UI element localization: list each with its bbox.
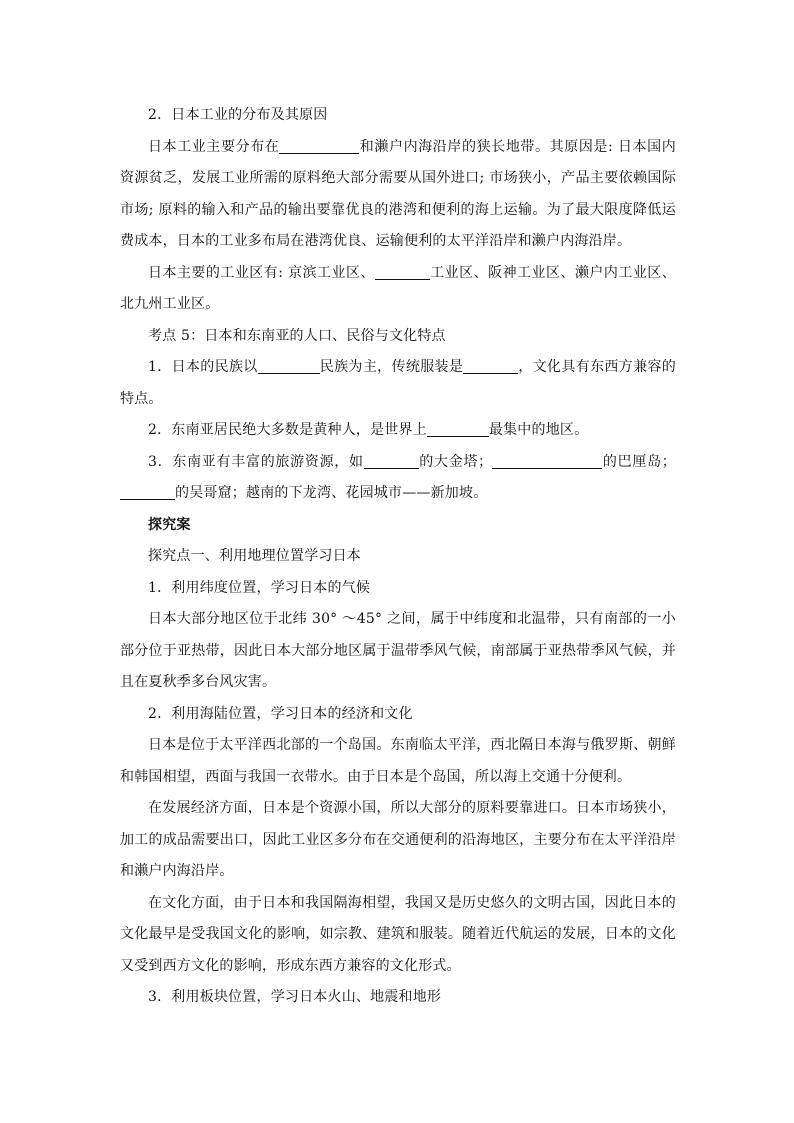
question-item-1 [120, 352, 676, 415]
section-heading-industry-distribution: 2．日本工业的分布及其原因 [148, 107, 328, 123]
text-segment: 3．东南亚有丰富的旅游资源，如 [148, 453, 364, 470]
fill-blank[interactable] [120, 483, 175, 500]
paragraph-climate: 日本大部分地区位于北纬 30° ～45° 之间，属于中纬度和北温带，只有南部的一小部分位于亚热带，因此日本大部分地区属于温带季风气候，南部属于亚热带季风气候，并且在夏秋季多台风灾害。 [120, 611, 676, 690]
text-segment: 的吴哥窟；越南的下龙湾、花园城市——新加坡。 [175, 485, 488, 501]
question-item-2 [120, 415, 676, 447]
text-segment: 和濑户内海沿岸的狭长地带。其原因是: 日本国内资源贫乏，发展工业所需的原料绝大部分需要从国外进口; 市场狭小，产品主要依赖国际市场; 原料的输入和产品的输出要靠优良的港湾和便利的海上运输。为了最大限度降低运费成本，日本的工业多布局在港湾优良、运输便利的太平洋沿岸和濑户内海沿岸。 [120, 138, 676, 249]
text-segment: 日本工业主要分布在 [148, 138, 280, 155]
text-segment: 工业区、阪神工业区、濑户内工业区、北九州工业区。 [120, 264, 676, 312]
fill-blank[interactable] [364, 452, 419, 469]
subsection-heading-latitude: 1．利用纬度位置，学习日本的气候 [148, 579, 371, 596]
subsection-heading-plate: 3．利用板块位置，学习日本火山、地震和地形 [148, 989, 442, 1005]
paragraph-island-nation: 日本是位于太平洋西北部的一个岛国。东南临太平洋，西北隔日本海与俄罗斯、朝鲜和韩国相望，西面与我国一衣带水。由于日本是个岛国，所以海上交通十分便利。 [120, 737, 676, 785]
text-segment: 日本主要的工业区有: 京滨工业区、 [148, 264, 375, 281]
fill-blank[interactable] [258, 357, 320, 374]
text-segment: 的巴厘岛； [602, 453, 677, 470]
text-segment: ，文化具有东西方兼容的特点。 [120, 359, 677, 407]
fill-blank[interactable] [427, 420, 489, 437]
text-segment: 的大金塔； [418, 453, 493, 470]
paragraph-industry-distribution [120, 132, 676, 258]
paragraph-economy: 在发展经济方面，日本是个资源小国，所以大部分的原料要靠进口。日本市场狭小，加工的成品需要出口，因此工业区多分布在交通便利的沿海地区，主要分布在太平洋沿岸和濑户内海沿岸。 [120, 800, 676, 879]
text-segment: 2．东南亚居民绝大多数是黄种人，是世界上 [148, 422, 427, 438]
fill-blank[interactable] [492, 452, 602, 469]
text-segment: 1．日本的民族以 [148, 359, 258, 375]
fill-blank[interactable] [463, 357, 518, 374]
text-segment: 最集中的地区。 [488, 422, 589, 438]
fill-blank[interactable] [279, 137, 359, 154]
paragraph-culture: 在文化方面，由于日本和我国隔海相望，我国又是历史悠久的文明古国，因此日本的文化最早是受我国文化的影响，如宗教、建筑和服装。随着近代航运的发展，日本的文化又受到西方文化的影响，形成东西方兼容的文化形式。 [120, 894, 676, 974]
document-body [120, 100, 676, 1014]
question-item-3 [120, 447, 676, 510]
paragraph-industrial-zones [120, 258, 676, 321]
tanjiuan-heading: 探究案 [148, 516, 191, 533]
subsection-heading-land-sea: 2．利用海陆位置，学习日本的经济和文化 [148, 705, 413, 722]
text-segment: 民族为主，传统服装是 [319, 359, 464, 375]
fill-blank[interactable] [375, 263, 430, 280]
kaodian-heading: 考点 5：日本和东南亚的人口、民俗与文化特点 [148, 327, 446, 344]
tanjiu-point-heading: 探究点一、利用地理位置学习日本 [148, 548, 361, 564]
